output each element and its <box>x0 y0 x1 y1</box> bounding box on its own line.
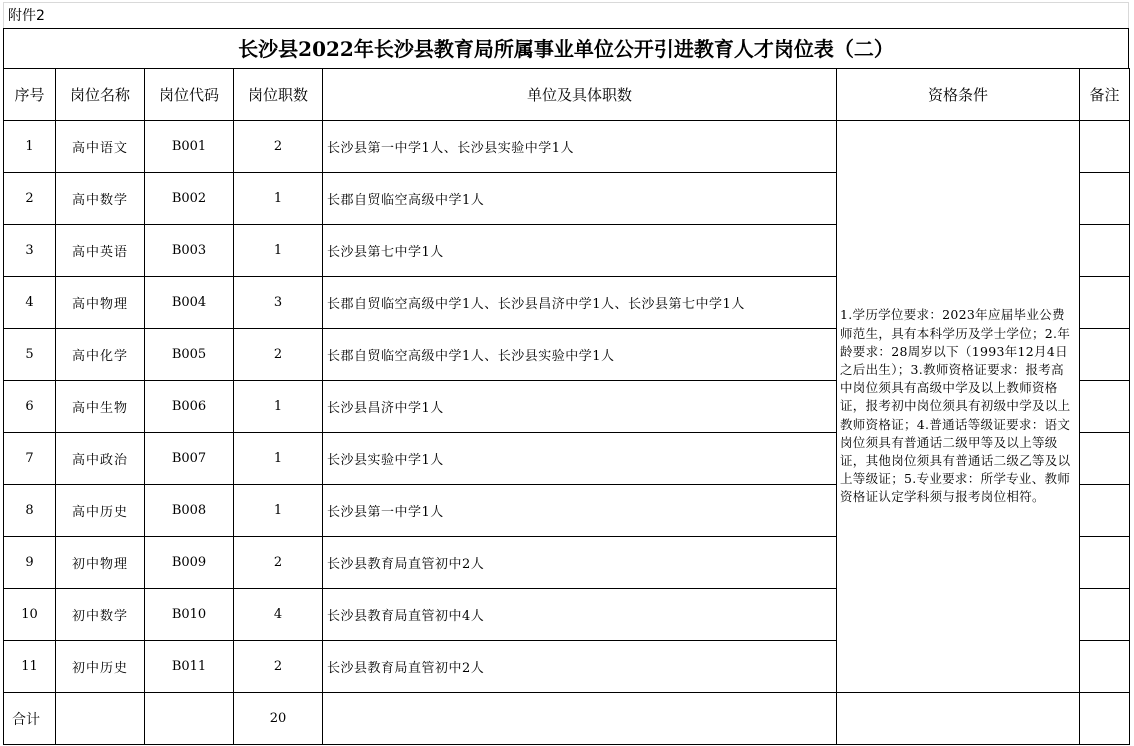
units-detail: 长郡自贸临空高级中学1人 <box>323 173 837 225</box>
attachment-label: 附件2 <box>3 2 1129 28</box>
position-name: 高中语文 <box>56 121 145 173</box>
remark-cell <box>1080 589 1130 641</box>
position-count: 2 <box>234 641 323 693</box>
position-name: 高中政治 <box>56 433 145 485</box>
position-count: 2 <box>234 329 323 381</box>
position-name: 高中历史 <box>56 485 145 537</box>
units-detail: 长沙县教育局直管初中4人 <box>323 589 837 641</box>
position-code: B009 <box>145 537 234 589</box>
position-count: 2 <box>234 537 323 589</box>
position-name: 高中英语 <box>56 225 145 277</box>
units-detail: 长沙县实验中学1人 <box>323 433 837 485</box>
column-header-code: 岗位代码 <box>145 69 234 121</box>
table-row <box>4 121 1130 173</box>
units-detail: 长沙县第七中学1人 <box>323 225 837 277</box>
table-cell <box>56 693 145 745</box>
row-number: 5 <box>4 329 56 381</box>
row-number: 11 <box>4 641 56 693</box>
position-count: 1 <box>234 433 323 485</box>
position-code: B002 <box>145 173 234 225</box>
row-number: 8 <box>4 485 56 537</box>
remark-cell <box>1080 641 1130 693</box>
row-number: 7 <box>4 433 56 485</box>
remark-cell <box>1080 537 1130 589</box>
remark-cell <box>1080 381 1130 433</box>
remark-cell <box>1080 121 1130 173</box>
position-name: 高中物理 <box>56 277 145 329</box>
column-header-units: 单位及具体职数 <box>323 69 837 121</box>
qualifications-cell: 1.学历学位要求：2023年应届毕业公费师范生，具有本科学历及学士学位；2.年龄要求：28周岁以下（1993年12月4日之后出生）；3.教师资格证要求：报考高中岗位须具有高级中学及以上教师资格证，报考初中岗位须具有初级中学及以上教师资格证；4.普通话等级证要求：语文岗位须具有普通话二级甲等及以上等级证，其他岗位须具有普通话二级乙等及以上等级证；5.专业要求：所学专业、教师资格证认定学科须与报考岗位相符。 <box>837 121 1080 693</box>
table-cell <box>1080 693 1130 745</box>
column-header-qualifications: 资格条件 <box>837 69 1080 121</box>
row-number: 6 <box>4 381 56 433</box>
column-header-name: 岗位名称 <box>56 69 145 121</box>
position-code: B011 <box>145 641 234 693</box>
row-number: 1 <box>4 121 56 173</box>
row-number: 4 <box>4 277 56 329</box>
units-detail: 长郡自贸临空高级中学1人、长沙县实验中学1人 <box>323 329 837 381</box>
position-name: 初中物理 <box>56 537 145 589</box>
position-count: 1 <box>234 381 323 433</box>
units-detail: 长沙县第一中学1人 <box>323 485 837 537</box>
column-header-count: 岗位职数 <box>234 69 323 121</box>
row-number: 3 <box>4 225 56 277</box>
position-code: B007 <box>145 433 234 485</box>
position-name: 高中化学 <box>56 329 145 381</box>
remark-cell <box>1080 225 1130 277</box>
page-title: 长沙县2022年长沙县教育局所属事业单位公开引进教育人才岗位表（二） <box>3 28 1129 68</box>
position-code: B004 <box>145 277 234 329</box>
position-code: B006 <box>145 381 234 433</box>
units-detail: 长沙县第一中学1人、长沙县实验中学1人 <box>323 121 837 173</box>
remark-cell <box>1080 173 1130 225</box>
remark-cell <box>1080 433 1130 485</box>
total-count: 20 <box>234 693 323 745</box>
column-header-no: 序号 <box>4 69 56 121</box>
position-code: B001 <box>145 121 234 173</box>
column-header-remark: 备注 <box>1080 69 1130 121</box>
units-detail: 长沙县教育局直管初中2人 <box>323 641 837 693</box>
row-number: 10 <box>4 589 56 641</box>
row-number: 9 <box>4 537 56 589</box>
units-detail: 长沙县教育局直管初中2人 <box>323 537 837 589</box>
header-row <box>4 69 1130 121</box>
position-count: 3 <box>234 277 323 329</box>
table-cell <box>837 693 1080 745</box>
position-name: 高中生物 <box>56 381 145 433</box>
position-name: 初中历史 <box>56 641 145 693</box>
total-label: 合计 <box>4 693 56 745</box>
remark-cell <box>1080 277 1130 329</box>
remark-cell <box>1080 329 1130 381</box>
table-cell <box>145 693 234 745</box>
position-name: 初中数学 <box>56 589 145 641</box>
position-count: 1 <box>234 225 323 277</box>
position-code: B010 <box>145 589 234 641</box>
position-count: 1 <box>234 173 323 225</box>
position-count: 1 <box>234 485 323 537</box>
position-count: 2 <box>234 121 323 173</box>
remark-cell <box>1080 485 1130 537</box>
position-name: 高中数学 <box>56 173 145 225</box>
positions-table <box>3 68 1130 745</box>
units-detail: 长沙县昌济中学1人 <box>323 381 837 433</box>
units-detail: 长郡自贸临空高级中学1人、长沙县昌济中学1人、长沙县第七中学1人 <box>323 277 837 329</box>
position-code: B005 <box>145 329 234 381</box>
position-count: 4 <box>234 589 323 641</box>
total-row <box>4 693 1130 745</box>
spreadsheet <box>3 2 1129 745</box>
position-code: B003 <box>145 225 234 277</box>
row-number: 2 <box>4 173 56 225</box>
table-cell <box>323 693 837 745</box>
position-code: B008 <box>145 485 234 537</box>
